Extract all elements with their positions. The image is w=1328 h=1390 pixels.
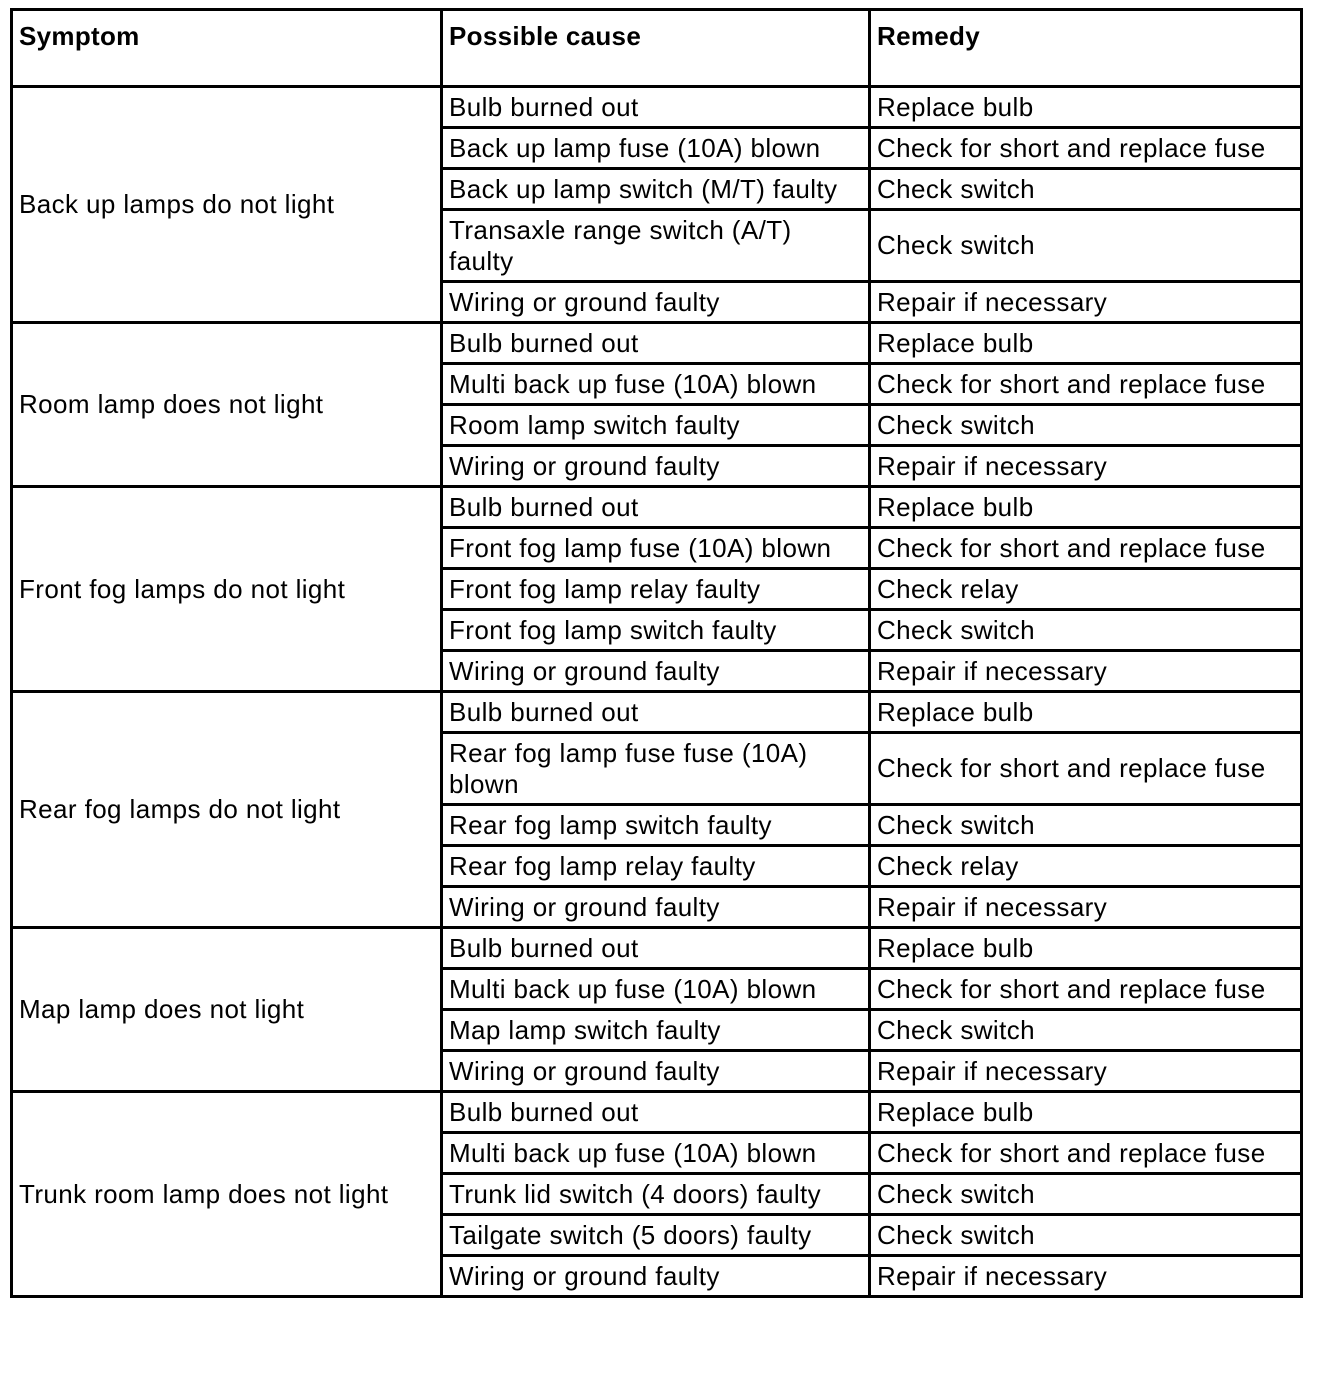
remedy-cell: Check switch (870, 210, 1302, 282)
cause-cell: Front fog lamp switch faulty (442, 610, 870, 651)
table-row (12, 928, 1302, 969)
cause-cell: Bulb burned out (442, 487, 870, 528)
cause-cell: Back up lamp switch (M/T) faulty (442, 169, 870, 210)
remedy-cell: Check for short and replace fuse (870, 128, 1302, 169)
cause-cell: Wiring or ground faulty (442, 446, 870, 487)
table-row (12, 692, 1302, 733)
cause-cell: Bulb burned out (442, 692, 870, 733)
remedy-cell: Check switch (870, 805, 1302, 846)
header-remedy: Remedy (870, 10, 1302, 87)
cause-cell: Tailgate switch (5 doors) faulty (442, 1215, 870, 1256)
remedy-cell: Check switch (870, 169, 1302, 210)
cause-cell: Back up lamp fuse (10A) blown (442, 128, 870, 169)
remedy-cell: Repair if necessary (870, 1256, 1302, 1297)
symptom-cell: Rear fog lamps do not light (12, 692, 442, 928)
troubleshooting-table-container (10, 8, 1300, 1298)
symptom-cell: Trunk room lamp does not light (12, 1092, 442, 1297)
remedy-cell: Check relay (870, 846, 1302, 887)
remedy-cell: Check for short and replace fuse (870, 364, 1302, 405)
remedy-cell: Replace bulb (870, 1092, 1302, 1133)
cause-cell: Bulb burned out (442, 87, 870, 128)
table-row (12, 487, 1302, 528)
remedy-cell: Check for short and replace fuse (870, 1133, 1302, 1174)
header-row (12, 10, 1302, 87)
symptom-cell: Front fog lamps do not light (12, 487, 442, 692)
remedy-cell: Replace bulb (870, 928, 1302, 969)
remedy-cell: Check switch (870, 610, 1302, 651)
cause-cell: Wiring or ground faulty (442, 1256, 870, 1297)
remedy-cell: Repair if necessary (870, 887, 1302, 928)
table-row (12, 1092, 1302, 1133)
remedy-cell: Repair if necessary (870, 282, 1302, 323)
cause-cell: Trunk lid switch (4 doors) faulty (442, 1174, 870, 1215)
remedy-cell: Check switch (870, 1215, 1302, 1256)
cause-cell: Wiring or ground faulty (442, 1051, 870, 1092)
cause-cell: Front fog lamp fuse (10A) blown (442, 528, 870, 569)
remedy-cell: Check for short and replace fuse (870, 969, 1302, 1010)
remedy-cell: Check relay (870, 569, 1302, 610)
remedy-cell: Repair if necessary (870, 446, 1302, 487)
cause-cell: Rear fog lamp switch faulty (442, 805, 870, 846)
symptom-cell: Map lamp does not light (12, 928, 442, 1092)
remedy-cell: Check switch (870, 1174, 1302, 1215)
remedy-cell: Check switch (870, 405, 1302, 446)
cause-cell: Transaxle range switch (A/T) faulty (442, 210, 870, 282)
table-header (12, 10, 1302, 87)
cause-cell: Wiring or ground faulty (442, 651, 870, 692)
header-possible-cause: Possible cause (442, 10, 870, 87)
cause-cell: Front fog lamp relay faulty (442, 569, 870, 610)
remedy-cell: Repair if necessary (870, 1051, 1302, 1092)
remedy-cell: Replace bulb (870, 87, 1302, 128)
cause-cell: Bulb burned out (442, 1092, 870, 1133)
cause-cell: Multi back up fuse (10A) blown (442, 364, 870, 405)
cause-cell: Map lamp switch faulty (442, 1010, 870, 1051)
symptom-cell: Back up lamps do not light (12, 87, 442, 323)
remedy-cell: Replace bulb (870, 692, 1302, 733)
remedy-cell: Replace bulb (870, 487, 1302, 528)
cause-cell: Rear fog lamp fuse fuse (10A) blown (442, 733, 870, 805)
table-body (12, 87, 1302, 1297)
cause-cell: Rear fog lamp relay faulty (442, 846, 870, 887)
remedy-cell: Check for short and replace fuse (870, 733, 1302, 805)
remedy-cell: Repair if necessary (870, 651, 1302, 692)
remedy-cell: Replace bulb (870, 323, 1302, 364)
header-symptom: Symptom (12, 10, 442, 87)
remedy-cell: Check for short and replace fuse (870, 528, 1302, 569)
cause-cell: Multi back up fuse (10A) blown (442, 1133, 870, 1174)
cause-cell: Bulb burned out (442, 928, 870, 969)
troubleshooting-table (10, 8, 1303, 1298)
remedy-cell: Check switch (870, 1010, 1302, 1051)
cause-cell: Multi back up fuse (10A) blown (442, 969, 870, 1010)
table-row (12, 323, 1302, 364)
symptom-cell: Room lamp does not light (12, 323, 442, 487)
cause-cell: Room lamp switch faulty (442, 405, 870, 446)
table-row (12, 87, 1302, 128)
cause-cell: Wiring or ground faulty (442, 282, 870, 323)
cause-cell: Bulb burned out (442, 323, 870, 364)
cause-cell: Wiring or ground faulty (442, 887, 870, 928)
